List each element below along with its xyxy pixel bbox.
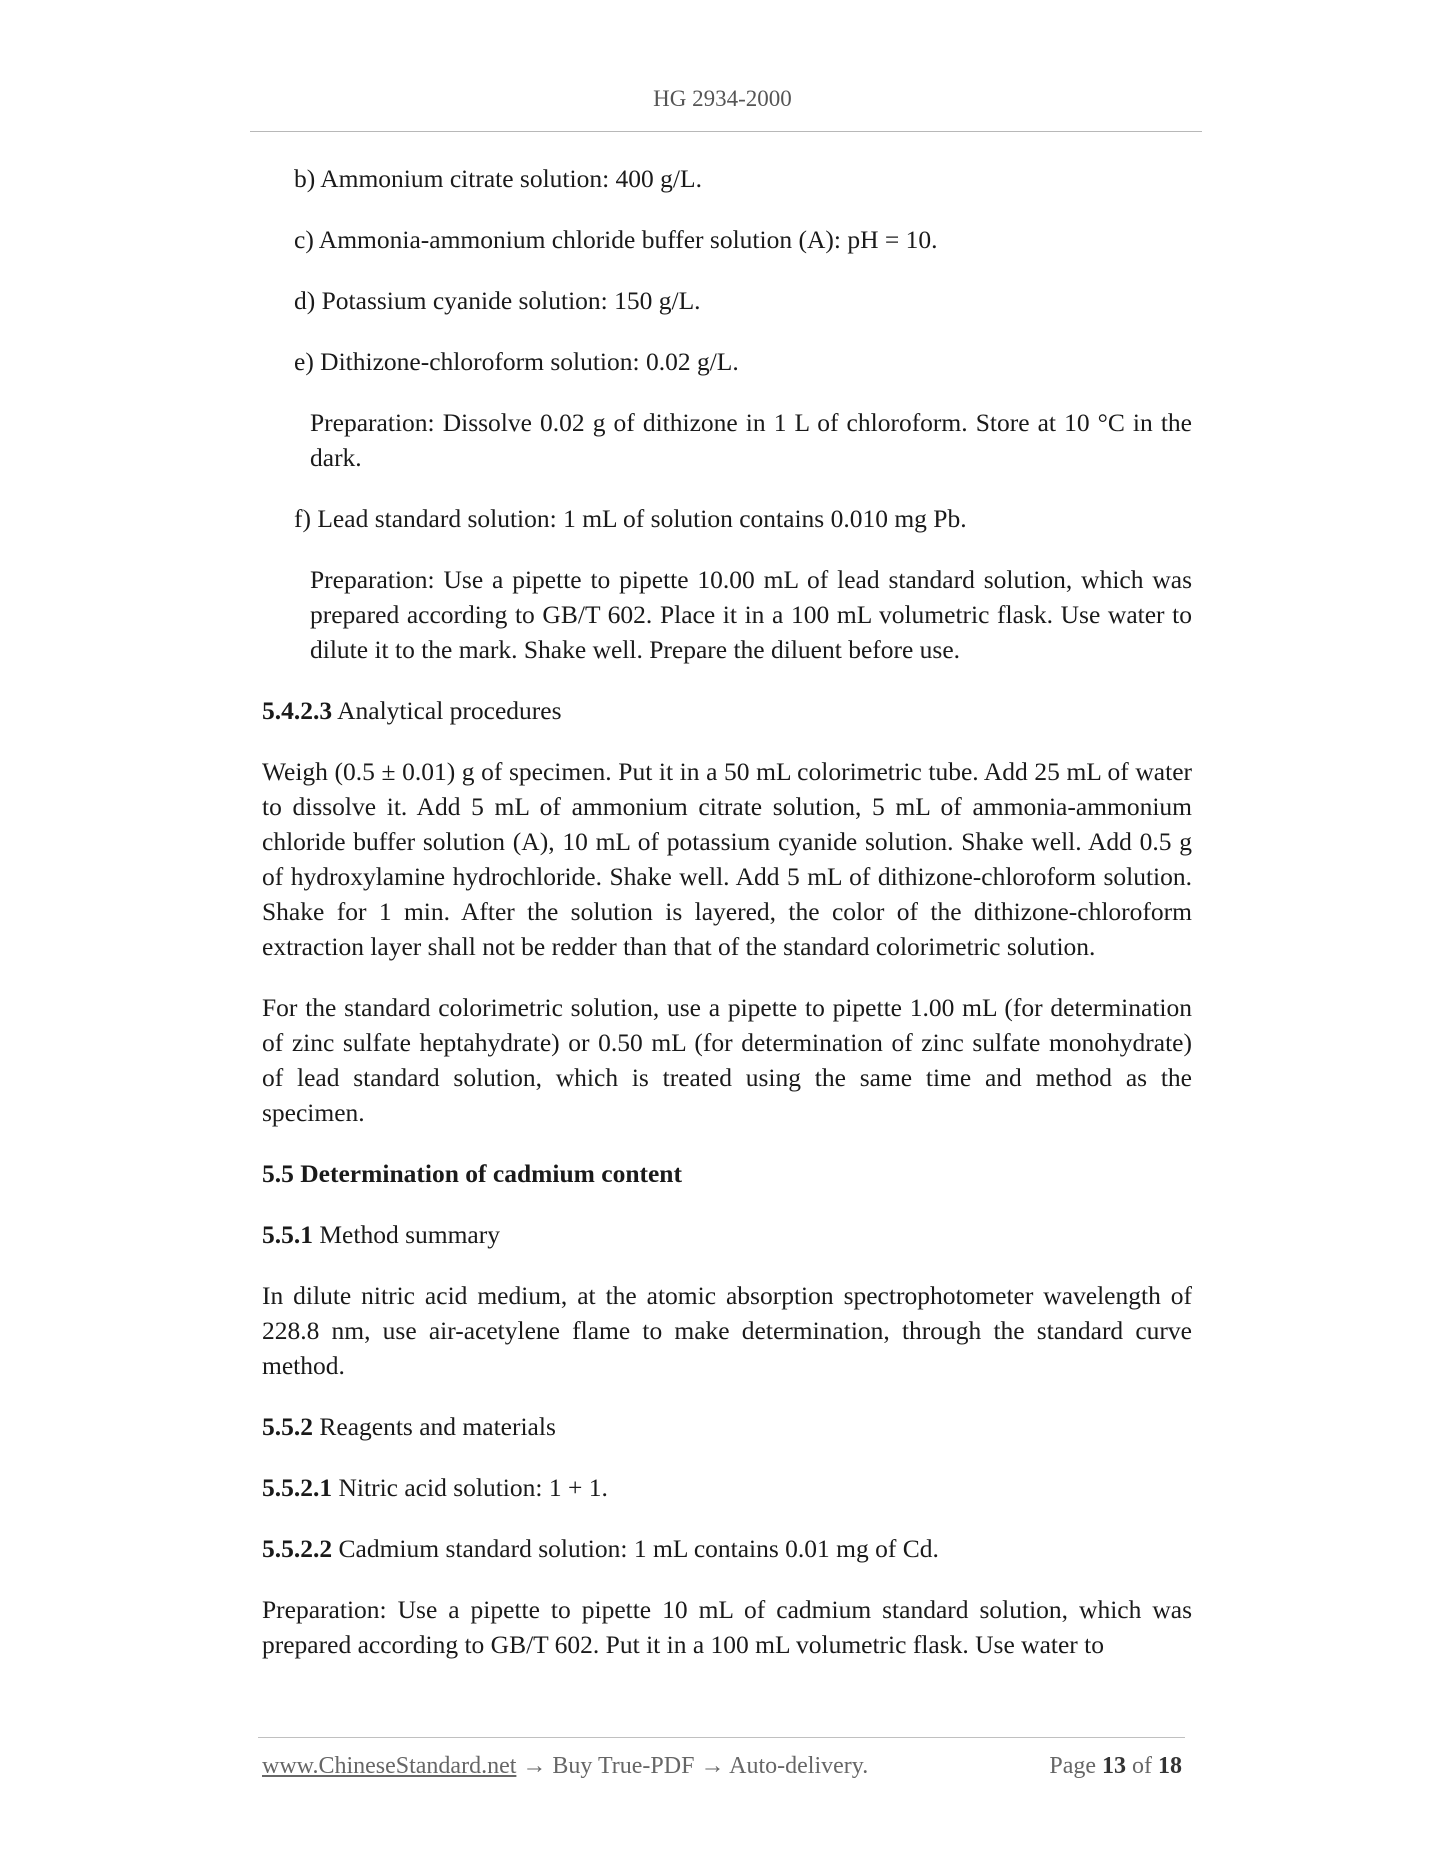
cadmium-preparation-paragraph: Preparation: Use a pipette to pipette 10 mL of cadmium standard solution, which was prepared according to GB/T 602. Put it in a 100 mL volumetric flask. Use water to [262,1595,1192,1659]
item-f-preparation: Preparation: Use a pipette to pipette 10.00 mL of lead standard solution, which was prepared according to GB/T 602. Place it in a 100 mL volumetric flask. Use water to dilute it to the mark. Shake well. Prepare the diluent before use. [310,565,1192,664]
item-d: d) Potassium cyanide solution: 150 g/L. [294,286,701,315]
page-header-title: HG 2934-2000 [653,86,792,111]
section-5-5-2-heading [262,1409,1192,1444]
section-number: 5.5.2.1 [262,1473,333,1502]
section-5-5-heading: 5.5 Determination of cadmium content [262,1159,682,1188]
current-page: 13 [1102,1753,1126,1779]
section-number: 5.5.2.2 [262,1534,333,1563]
analytical-procedures-paragraph: Weigh (0.5 ± 0.01) g of specimen. Put it in a 50 mL colorimetric tube. Add 25 mL of water to dissolve it. Add 5 mL of ammonium citrate solution, 5 mL of ammonia-ammonium chloride buffer solution (A), 10 mL of potassium cyanide solution. Shake well. Add 0.5 g of hydroxylamine hydrochloride. Shake well. Add 5 mL of dithizone-chloroform solution. Shake for 1 min. After the solution is layered, the color of the dithizone-chloroform extraction layer shall not be redder than that of the standard colorimetric solution. [262,757,1192,961]
section-title: Nitric acid solution: 1 + 1. [332,1473,608,1502]
item-b: b) Ammonium citrate solution: 400 g/L. [294,164,702,193]
page-number-indicator: Page 13 of 18 [1049,1753,1182,1779]
footer-divider [258,1737,1185,1738]
section-number: 5.4.2.3 [262,696,333,725]
document-body [262,161,1192,1688]
header-divider [250,131,1202,132]
arrow-icon: → [694,1753,730,1779]
buy-pdf-text: Buy True-PDF [552,1753,695,1779]
section-5-5-1-heading [262,1217,1192,1252]
method-summary-paragraph: In dilute nitric acid medium, at the atomic absorption spectrophotometer wavelength of 228.8 nm, use air-acetylene flame to make determination, through the standard curve method. [262,1281,1192,1380]
arrow-icon: → [516,1753,553,1779]
item-f: f) Lead standard solution: 1 mL of solution contains 0.010 mg Pb. [294,504,967,533]
item-e: e) Dithizone-chloroform solution: 0.02 g/L. [294,347,739,376]
section-number: 5.5.2 [262,1412,313,1441]
section-number: 5.5.1 [262,1220,313,1249]
section-5-5-2-2-heading [262,1531,1192,1566]
section-title: Analytical procedures [332,696,562,725]
section-5-4-2-3-heading [262,693,1192,728]
section-5-5-2-1-heading [262,1470,1192,1505]
standard-colorimetric-paragraph: For the standard colorimetric solution, use a pipette to pipette 1.00 mL (for determination of zinc sulfate heptahydrate) or 0.50 mL (for determination of zinc sulfate monohydrate) of lead standard solution, which is treated using the same time and method as the specimen. [262,993,1192,1127]
item-e-preparation: Preparation: Dissolve 0.02 g of dithizone in 1 L of chloroform. Store at 10 °C in the dark. [310,408,1192,472]
section-title: Cadmium standard solution: 1 mL contains 0.01 mg of Cd. [332,1534,939,1563]
total-pages: 18 [1158,1753,1182,1779]
auto-delivery-text: Auto-delivery. [729,1753,869,1779]
item-c: c) Ammonia-ammonium chloride buffer solution (A): pH = 10. [294,225,938,254]
page-footer [262,1753,1182,1780]
website-link[interactable]: www.ChineseStandard.net [262,1753,517,1779]
section-title: Method summary [313,1220,500,1249]
section-title: Reagents and materials [313,1412,556,1441]
